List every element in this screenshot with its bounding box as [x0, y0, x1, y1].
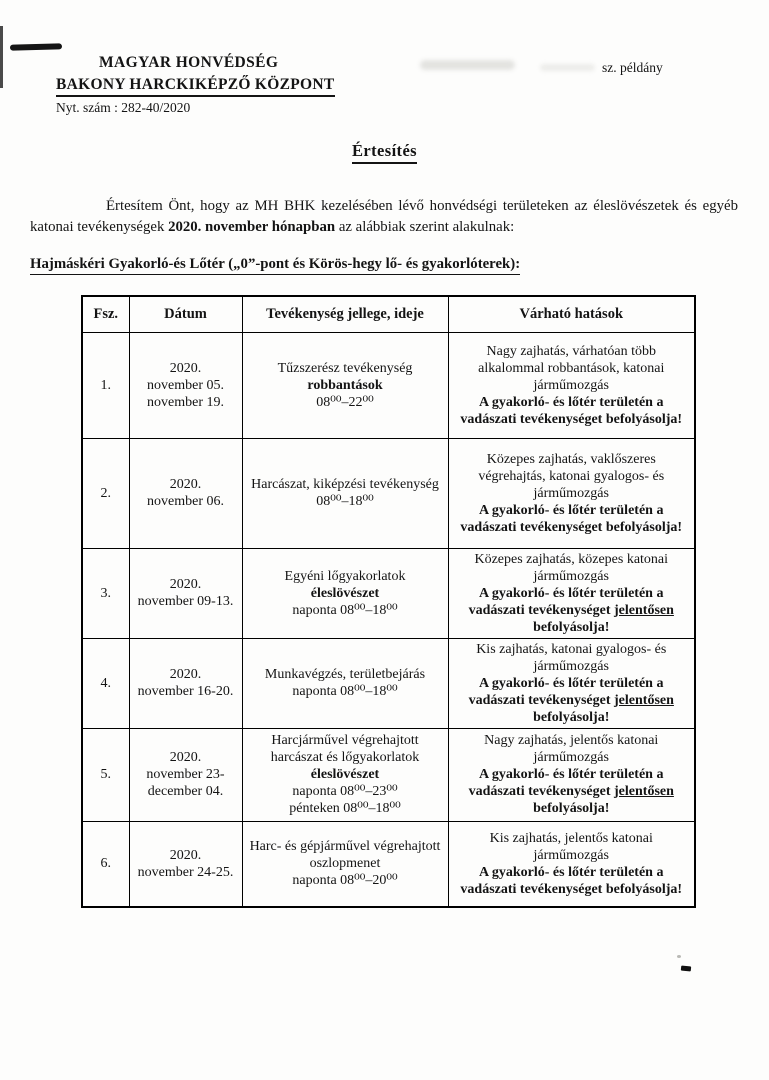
table-row [82, 548, 695, 638]
effects-line [454, 675, 690, 726]
cell-fsz: 1. [82, 332, 129, 438]
effects-line [454, 502, 690, 536]
cell-fsz: 3. [82, 548, 129, 638]
effects-line [454, 451, 690, 502]
scan-artifact-smudge [420, 60, 515, 70]
col-header-effects: Várható hatások [448, 296, 695, 332]
date-line: november 05. [147, 377, 224, 393]
cell-text-segment: befolyásolja! [533, 619, 610, 635]
cell-effects [448, 821, 695, 907]
table-row [82, 438, 695, 548]
scan-artifact-edge [0, 26, 3, 88]
cell-effects [448, 728, 695, 821]
date-line: november 19. [147, 394, 224, 410]
effects-line [454, 641, 690, 675]
activity-line [248, 360, 443, 377]
activity-line [248, 683, 443, 700]
table-row [82, 728, 695, 821]
cell-text-segment: befolyásolja! [533, 709, 610, 725]
org-name-line1: MAGYAR HONVÉDSÉG [99, 54, 279, 71]
registry-number: Nyt. szám : 282-40/2020 [56, 100, 191, 115]
cell-text-segment: A gyakorló- és lőtér területén a vadászati tevékenységet [468, 585, 664, 618]
cell-activity [242, 728, 448, 821]
cell-text-segment: jelentősen [614, 784, 674, 799]
effects-line [454, 394, 690, 428]
cell-fsz: 2. [82, 438, 129, 548]
activity-line [248, 493, 443, 510]
cell-text-segment: jelentősen [614, 692, 674, 708]
cell-fsz: 6. [82, 821, 129, 907]
intro-paragraph [30, 196, 738, 238]
cell-datum [129, 638, 242, 728]
date-line: november 16-20. [137, 684, 234, 699]
activity-line [248, 800, 443, 817]
date-line: 2020. [169, 667, 202, 682]
cell-text-segment: 08⁰⁰–18⁰⁰ [316, 494, 374, 509]
date-line: december 04. [147, 784, 224, 799]
cell-datum [129, 728, 242, 821]
activity-line [248, 394, 443, 411]
header-row [82, 296, 695, 332]
cell-text-segment: robbantások [307, 377, 383, 393]
cell-activity [242, 821, 448, 907]
table-row [82, 332, 695, 438]
cell-text-segment: éleslövészet [310, 585, 380, 601]
effects-line [454, 830, 690, 864]
activity-line [248, 766, 443, 783]
section-heading: Hajmáskéri Gyakorló-és Lőtér („0”-pont és Körös-hegy lő- és gyakorlóterek): [30, 256, 520, 275]
cell-text-segment: A gyakorló- és lőtér területén a vadászati tevékenységet [468, 767, 664, 799]
effects-line [454, 343, 690, 394]
cell-text-segment: naponta 08⁰⁰–18⁰⁰ [292, 684, 398, 699]
cell-text-segment: Egyéni lőgyakorlatok [284, 568, 406, 584]
cell-text-segment: Harcjárművel végrehajtott harcászat és lőgyakorlatok [270, 733, 420, 765]
intro-text-bold-month: 2020. november hónapban [168, 219, 336, 235]
cell-activity [242, 438, 448, 548]
cell-text-segment: naponta 08⁰⁰–18⁰⁰ [292, 602, 398, 618]
date-line: 2020. [169, 360, 202, 376]
cell-text-segment: befolyásolja! [533, 801, 610, 816]
cell-fsz: 5. [82, 728, 129, 821]
date-line: november 06. [147, 494, 224, 509]
date-line: november 24-25. [137, 864, 234, 880]
cell-text-segment: Munkavégzés, területbejárás [264, 667, 426, 682]
cell-datum [129, 332, 242, 438]
cell-activity [242, 332, 448, 438]
effects-line [454, 732, 690, 766]
activity-line [248, 872, 443, 889]
date-line: november 09-13. [137, 594, 234, 609]
cell-text-segment: A gyakorló- és lőtér területén a vadászati tevékenységet befolyásolja! [460, 394, 683, 427]
copy-number-label: sz. példány [602, 60, 663, 75]
date-line: 2020. [169, 750, 202, 765]
cell-text-segment: Kis zajhatás, katonai gyalogos- és járműmozgás [476, 641, 667, 674]
scan-artifact-speck [681, 965, 691, 971]
table-row [82, 821, 695, 907]
schedule-table-body [82, 332, 695, 907]
cell-text-segment: Közepes zajhatás, közepes katonai járműmozgás [474, 551, 669, 584]
col-header-datum: Dátum [129, 296, 242, 332]
cell-text-segment: Közepes zajhatás, vaklőszeres végrehajtás, katonai gyalogos- és járműmozgás [478, 451, 665, 501]
document-title: Értesítés [352, 141, 417, 164]
col-header-fsz: Fsz. [82, 296, 129, 332]
cell-text-segment: A gyakorló- és lőtér területén a vadászati tevékenységet befolyásolja! [460, 864, 683, 897]
activity-line [248, 838, 443, 872]
activity-line [248, 585, 443, 602]
cell-text-segment: Harcászat, kiképzési tevékenység [251, 477, 439, 492]
effects-line [454, 766, 690, 817]
org-name-line2: BAKONY HARCKIKÉPZŐ KÖZPONT [56, 76, 335, 97]
cell-text-segment: pénteken 08⁰⁰–18⁰⁰ [289, 801, 401, 816]
cell-text-segment: Tűzszerész tevékenység [277, 360, 413, 376]
cell-text-segment: 08⁰⁰–22⁰⁰ [316, 394, 374, 410]
cell-text-segment: jelentősen [614, 602, 674, 618]
cell-activity [242, 638, 448, 728]
cell-datum [129, 438, 242, 548]
schedule-table-container [81, 295, 696, 908]
cell-datum [129, 821, 242, 907]
date-line: 2020. [169, 577, 202, 592]
cell-text-segment: éleslövészet [310, 767, 380, 782]
col-header-activity: Tevékenység jellege, ideje [242, 296, 448, 332]
date-line: november 23- [146, 767, 225, 782]
activity-line [248, 377, 443, 394]
cell-activity [242, 548, 448, 638]
activity-line [248, 476, 443, 493]
cell-text-segment: Kis zajhatás, jelentős katonai járműmozgás [489, 830, 653, 863]
scan-artifact-dot [677, 955, 681, 958]
cell-datum [129, 548, 242, 638]
cell-effects [448, 548, 695, 638]
effects-line [454, 551, 690, 585]
schedule-table [81, 295, 696, 908]
activity-line [248, 602, 443, 619]
scan-artifact-dash [10, 43, 62, 50]
cell-text-segment: A gyakorló- és lőtér területén a vadászati tevékenységet befolyásolja! [460, 502, 683, 535]
cell-text-segment: Harc- és gépjárművel végrehajtott oszlopmenet [249, 839, 441, 872]
cell-text-segment: naponta 08⁰⁰–23⁰⁰ [292, 784, 398, 799]
intro-text-end: az alábbiak szerint alakulnak: [335, 219, 515, 235]
activity-line [248, 732, 443, 766]
cell-text-segment: A gyakorló- és lőtér területén a vadászati tevékenységet [468, 675, 664, 708]
cell-effects [448, 332, 695, 438]
activity-line [248, 568, 443, 585]
effects-line [454, 585, 690, 636]
intro-text-start: Értesítem Önt, hogy az MH BHK kezelésében lévő honvédségi területeken az éleslövészetek és egyéb katonai tevékenységek [30, 198, 738, 235]
activity-line [248, 783, 443, 800]
cell-fsz: 4. [82, 638, 129, 728]
cell-effects [448, 438, 695, 548]
cell-text-segment: Nagy zajhatás, jelentős katonai járműmozgás [484, 733, 659, 765]
activity-line [248, 666, 443, 683]
scan-artifact-smudge [540, 64, 595, 71]
table-row [82, 638, 695, 728]
cell-text-segment: naponta 08⁰⁰–20⁰⁰ [292, 873, 398, 889]
document-title-row [0, 141, 769, 164]
date-line: 2020. [169, 847, 202, 863]
effects-line [454, 864, 690, 898]
date-line: 2020. [169, 477, 202, 492]
cell-text-segment: Nagy zajhatás, várhatóan több alkalommal robbantások, katonai járműmozgás [478, 343, 665, 393]
cell-effects [448, 638, 695, 728]
schedule-table-head [82, 296, 695, 332]
